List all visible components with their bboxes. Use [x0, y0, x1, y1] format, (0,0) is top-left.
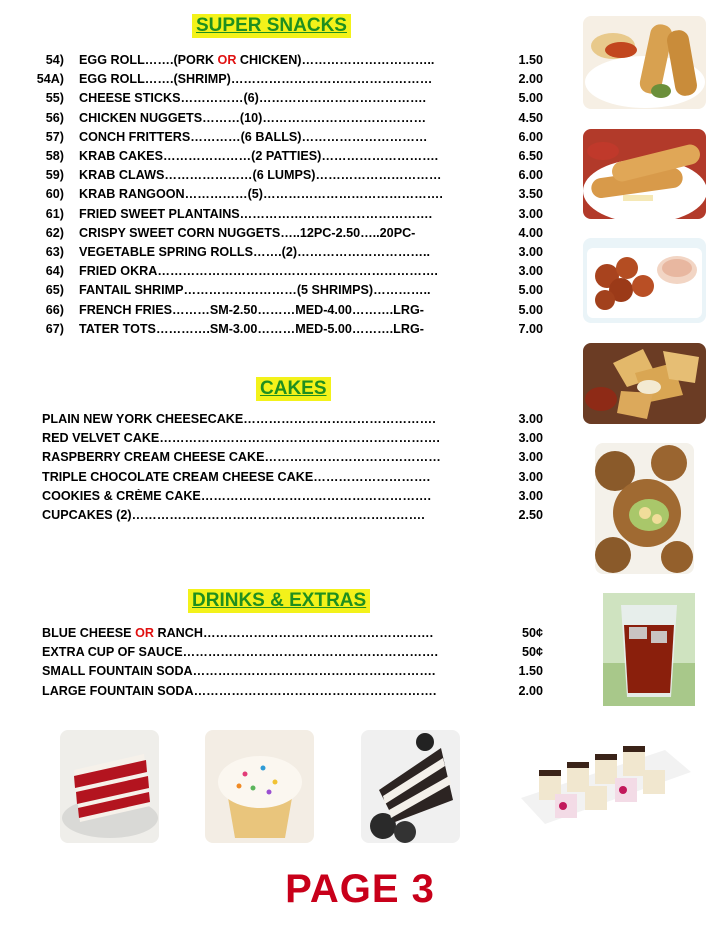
item-price: 3.00 [518, 206, 543, 221]
menu-item [0, 130, 560, 149]
item-text: FRENCH FRIES………SM-2.50………MED-4.00……….LRG- [79, 302, 424, 317]
item-text: EGG ROLL…….(SHRIMP)………………………………………… [79, 72, 433, 87]
item-number: 65) [45, 283, 64, 298]
menu-item [0, 412, 560, 431]
item-text: CUPCAKES (2)……………………………………………………………. [42, 508, 425, 522]
item-price: 6.50 [518, 149, 543, 163]
item-description [79, 264, 492, 278]
menu-item [0, 645, 560, 664]
item-description [79, 187, 492, 201]
page-number: PAGE 3 [285, 867, 435, 911]
item-text: TATER TOTS………….SM-3.00………MED-5.00……….LRG- [79, 321, 424, 336]
item-description [79, 303, 492, 317]
item-text: EXTRA CUP OF SAUCE……………………………………………………. [42, 645, 439, 660]
item-description [79, 149, 492, 163]
item-description [42, 431, 492, 445]
item-price: 5.00 [518, 302, 543, 317]
item-number: 63) [45, 245, 64, 259]
item-description [42, 626, 492, 640]
krab-rangoon-photo [583, 343, 706, 424]
menu-item [0, 72, 560, 91]
item-or-text: OR [135, 626, 154, 640]
menu-item [0, 91, 560, 110]
item-description [79, 168, 492, 182]
item-description [42, 450, 492, 464]
item-description [42, 412, 492, 426]
item-text: FRIED SWEET PLANTAINS………………………………………. [79, 206, 433, 221]
item-price: 4.00 [518, 225, 543, 240]
item-text: COOKIES & CRÈME CAKE………………………………………………. [42, 488, 432, 503]
menu-item [0, 53, 560, 72]
item-description [42, 489, 492, 503]
menu-item [0, 450, 560, 469]
menu-item [0, 187, 560, 206]
item-number: 62) [45, 225, 64, 240]
item-text: PLAIN NEW YORK CHEESECAKE………………………………………. [42, 412, 436, 426]
item-price: 3.00 [518, 450, 543, 465]
menu-item [0, 470, 560, 489]
item-text: KRAB RANGOON……………(5)……………………………………. [79, 187, 443, 202]
item-text: VEGETABLE SPRING ROLLS…….(2)………………………….. [79, 245, 431, 259]
item-text: CRISPY SWEET CORN NUGGETS…..12PC-2.50…..20PC- [79, 225, 416, 240]
menu-item [0, 303, 560, 322]
item-text: SMALL FOUNTAIN SODA…………………………………………………. [42, 664, 436, 679]
item-number: 56) [45, 110, 64, 125]
menu-item [0, 226, 560, 245]
menu-item [0, 626, 560, 645]
item-description [79, 226, 492, 240]
menu-item [0, 168, 560, 187]
menu-item [0, 245, 560, 264]
item-price: 3.00 [518, 431, 543, 446]
item-text: CONCH FRITTERS…………(6 BALLS)………………………… [79, 129, 428, 144]
item-price: 50¢ [521, 626, 543, 640]
menu-item [0, 264, 560, 283]
item-price: 5.00 [518, 91, 543, 106]
item-description [42, 508, 492, 522]
menu-item [0, 149, 560, 168]
item-price: 3.00 [518, 469, 543, 484]
item-or-text: OR [217, 53, 237, 67]
super-snacks-header: SUPER SNACKS [192, 14, 351, 38]
cheese-sticks-photo [583, 129, 706, 219]
chicken-wings-photo [583, 238, 706, 323]
item-price: 1.50 [518, 664, 543, 679]
item-price: 5.00 [518, 283, 543, 298]
red-velvet-cake-photo [60, 730, 159, 843]
item-price: 1.50 [518, 53, 543, 67]
item-price: 3.50 [518, 187, 543, 202]
corn-nuggets-photo [595, 443, 694, 574]
item-text: BLUE CHEESE [42, 626, 136, 640]
item-number: 64) [45, 264, 64, 279]
cakes-header: CAKES [256, 377, 331, 401]
item-price: 3.00 [518, 412, 543, 426]
item-text: RASPBERRY CREAM CHEESE CAKE…………………………………… [42, 450, 441, 465]
item-number: 67) [45, 321, 64, 336]
item-number: 54) [45, 53, 64, 67]
cupcake-photo [205, 730, 314, 843]
item-text: FRIED OKRA…………………………………………………………. [79, 264, 438, 279]
item-price: 2.00 [518, 683, 543, 698]
item-price: 2.00 [518, 72, 543, 87]
item-text: RED VELVET CAKE…………………………………………………………. [42, 431, 440, 446]
item-text-continued: RANCH………………………………………………. [153, 626, 434, 640]
item-price: 6.00 [518, 129, 543, 144]
item-text: LARGE FOUNTAIN SODA…………………………………………………. [42, 683, 437, 698]
menu-item [0, 322, 560, 341]
item-description [42, 645, 492, 659]
menu-item [0, 111, 560, 130]
menu-item [0, 207, 560, 226]
item-text: KRAB CLAWS…………………(6 LUMPS)………………………… [79, 168, 442, 183]
item-price: 3.00 [518, 488, 543, 503]
item-description [79, 283, 492, 297]
item-description [79, 72, 492, 86]
item-price: 6.00 [518, 168, 543, 183]
item-text: CHEESE STICKS……………(6)…………………………………. [79, 91, 427, 106]
item-text: TRIPLE CHOCOLATE CREAM CHEESE CAKE………………………. [42, 469, 431, 484]
item-description [79, 245, 492, 259]
menu-item [0, 283, 560, 302]
item-price: 50¢ [521, 645, 543, 660]
item-text: EGG ROLL…….(PORK [79, 53, 218, 67]
item-price: 4.50 [518, 110, 543, 125]
item-description [79, 130, 492, 144]
item-description [79, 53, 492, 67]
item-text-continued: CHICKEN)………………………….. [236, 53, 435, 67]
item-number: 60) [45, 187, 64, 202]
item-description [79, 207, 492, 221]
item-text: KRAB CAKES…………………(2 PATTIES)………………………. [79, 149, 439, 163]
item-price: 2.50 [518, 508, 543, 522]
item-description [79, 91, 492, 105]
item-number: 61) [45, 206, 64, 221]
menu-item [0, 489, 560, 508]
item-description [42, 470, 492, 484]
oreo-cake-photo [361, 730, 460, 843]
item-number: 59) [45, 168, 64, 183]
menu-item [0, 664, 560, 683]
menu-item [0, 508, 560, 527]
item-description [79, 322, 492, 336]
item-number: 54A) [36, 72, 64, 87]
item-text: FANTAIL SHRIMP………………………(5 SHRIMPS)………….. [79, 283, 431, 298]
item-description [42, 684, 492, 698]
item-number: 55) [45, 91, 64, 106]
item-number: 66) [45, 302, 64, 317]
drinks-header: DRINKS & EXTRAS [188, 589, 370, 613]
egg-roll-photo [583, 16, 706, 109]
item-price: 3.00 [518, 245, 543, 259]
item-price: 3.00 [518, 264, 543, 279]
item-description [42, 664, 492, 678]
fountain-drink-photo [603, 593, 695, 706]
item-number: 58) [45, 149, 64, 163]
cheesecake-bites-photo [515, 730, 696, 833]
item-description [79, 111, 492, 125]
item-text: CHICKEN NUGGETS………(10)………………………………… [79, 110, 427, 125]
menu-item [0, 684, 560, 703]
menu-item [0, 431, 560, 450]
item-price: 7.00 [518, 321, 543, 336]
item-number: 57) [45, 129, 64, 144]
